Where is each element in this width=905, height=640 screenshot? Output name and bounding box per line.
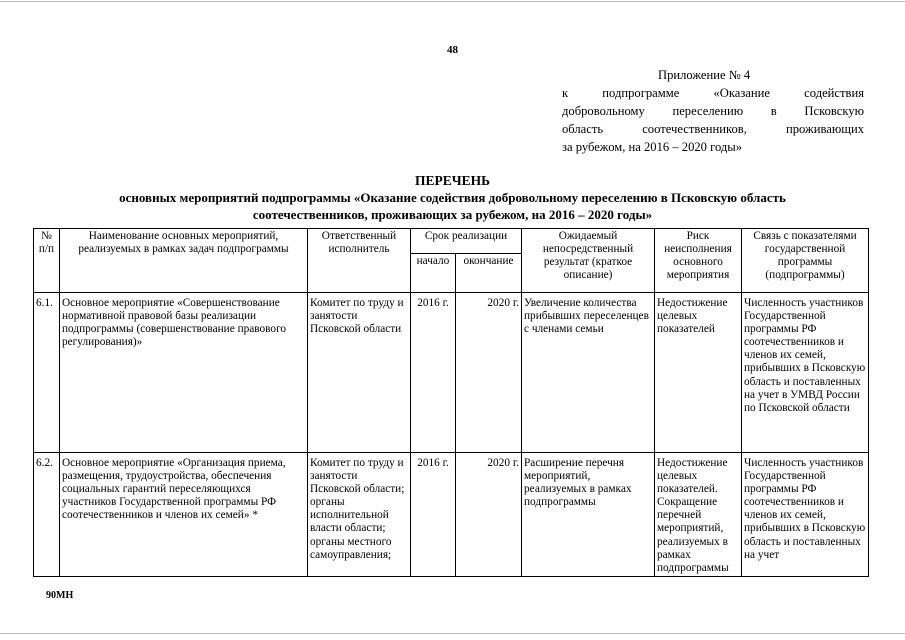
- header-executor: Ответственный исполнитель: [308, 229, 411, 293]
- annex-line: Приложение № 4: [658, 68, 751, 82]
- bottom-scan-edge: [0, 633, 905, 634]
- top-scan-edge: [0, 1, 905, 2]
- cell-result: Расширение перечня мероприятий, реализуемых в рамках подпрограммы: [522, 453, 655, 577]
- cell-name: Основное мероприятие «Совершенствование нормативной правовой базы реализации подпрограммы (совершенствование правового регулирования)»: [60, 293, 308, 453]
- cell-executor: Комитет по труду и занятости Псковской области: [308, 293, 411, 453]
- header-period: Срок реализации: [411, 229, 522, 254]
- header-risk: Риск неисполнения основного мероприятия: [655, 229, 742, 293]
- annex-line: за рубежом, на 2016 – 2020 годы»: [562, 140, 743, 154]
- measures-table: [33, 228, 869, 577]
- cell-end: 2020 г.: [456, 293, 522, 453]
- annex-line: к подпрограмме «Оказание содействия: [562, 86, 864, 100]
- page-number: 48: [447, 44, 458, 56]
- footer-code: 90МН: [46, 590, 74, 601]
- header-result: Ожидаемый непосредственный результат (краткое описание): [522, 229, 655, 293]
- title-subtitle: соотечественников, проживающих за рубежом, на 2016 – 2020 годы»: [252, 207, 653, 222]
- title-main: ПЕРЕЧЕНЬ: [414, 173, 491, 188]
- cell-link: Численность участников Государственной программы РФ соотечественников и членов их семей, прибывших в Псковскую область и поставленных на учет: [742, 453, 869, 577]
- annex-line: область соотечественников, проживающих: [562, 122, 864, 136]
- title-subtitle: основных мероприятий подпрограммы «Оказание содействия добровольному переселению в Псковскую область: [119, 190, 786, 205]
- cell-number: 6.1.: [34, 293, 60, 453]
- table-row: [34, 453, 869, 577]
- header-end: окончание: [456, 254, 522, 293]
- annex-block: [562, 66, 864, 156]
- header-name: Наименование основных мероприятий, реализуемых в рамках задач подпрограммы: [60, 229, 308, 293]
- cell-executor: Комитет по труду и занятости Псковской области; органы исполнительной власти области; органы местного самоуправления;: [308, 453, 411, 577]
- cell-number: 6.2.: [34, 453, 60, 577]
- cell-end: 2020 г.: [456, 453, 522, 577]
- header-start: начало: [411, 254, 456, 293]
- cell-name: Основное мероприятие «Организация приема, размещения, трудоустройства, обеспечения социальных гарантий переселяющихся участников Государственной программы РФ соотечественников и членов их семей» *: [60, 453, 308, 577]
- cell-start: 2016 г.: [411, 453, 456, 577]
- header-number: № п/п: [34, 229, 60, 293]
- header-link: Связь с показателями государственной программы (подпрограммы): [742, 229, 869, 293]
- cell-start: 2016 г.: [411, 293, 456, 453]
- cell-risk: Недостижение целевых показателей. Сокращение перечней мероприятий, реализуемых в рамках подпрограммы: [655, 453, 742, 577]
- cell-link: Численность участников Государственной программы РФ соотечественников и членов их семей, прибывших в Псковскую область и поставленных на учет в УМВД России по Псковской области: [742, 293, 869, 453]
- document-title: [40, 172, 865, 223]
- cell-risk: Недостижение целевых показателей: [655, 293, 742, 453]
- annex-line: добровольному переселению в Псковскую: [562, 104, 864, 118]
- table-header-row: [34, 229, 869, 254]
- table-row: [34, 293, 869, 453]
- cell-result: Увеличение количества прибывших переселенцев с членами семьи: [522, 293, 655, 453]
